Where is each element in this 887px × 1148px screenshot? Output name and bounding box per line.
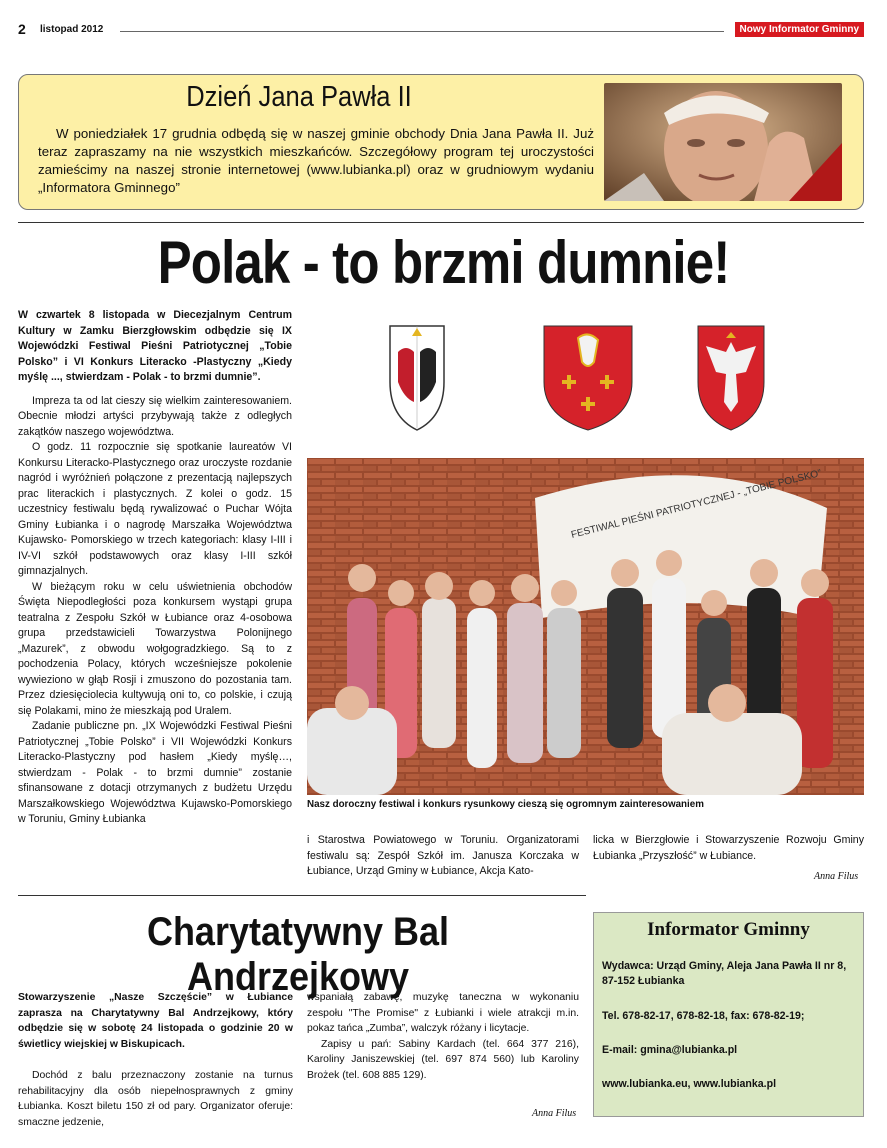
info-title: Informator Gminny — [647, 919, 810, 940]
article-author: Anna Filus — [814, 871, 859, 882]
info-website[interactable]: www.lubianka.eu, www.lubianka.pl — [602, 1078, 777, 1090]
bal-paragraph: wspaniałą zabawę, muzykę taneczna w wykonaniu zespołu "The Promise" z Łubianki i wiele atrakcji m.in. pokaz tańca „Zumba”, walczyk różany i licytacje. — [307, 992, 579, 1034]
article-paragraph: O godz. 11 rozpocznie się spotkanie laureatów VI Konkursu Literacko-Plastycznego oraz uroczyste rozdanie nagród i wyróżnień połączone z prezentacją najlepszych prac literackich i plastycznych. Z kolei o godz. 15 uczestnicy festiwalu będą rywalizować o Puchar Wójta Gminy Łubianka i o nagrodę Marszałka Województwa Kujawsko- Pomorskiego w trzech kategoriach: klasy I-III i IV-VI szkół podstawowych oraz klasy I-III szkół gimnazjalnych. — [18, 441, 292, 577]
divider — [18, 222, 864, 223]
article-column-3 — [593, 833, 864, 864]
banner-text: FESTIWAL PIEŚNI PATRIOTYCZNEJ - „TOBIE POLSKO” — [570, 467, 823, 541]
divider — [18, 895, 586, 896]
powiat-crest-icon — [542, 322, 634, 432]
bal-column-1 — [18, 990, 293, 1130]
article-paragraph: licka w Bierzgłowie i Stowarzyszenie Rozwoju Gminy Łubianka „Przyszłość” w Łubiance. — [593, 834, 864, 862]
article-lead: W czwartek 8 listopada w Diecezjalnym Centrum Kultury w Zamku Bierzgłowskim odbędzie się IX Wojewódzki Festiwal Pieśni Patriotycznej „Tobie Polsko” i VI Konkurs Literacko -Plastyczny „Kiedy myślę ..., stwierdzam - Polak - to brzmi dumnie”. — [18, 309, 292, 383]
announcement-title: Dzień Jana Pawła II — [186, 81, 412, 113]
page-number: 2 — [18, 21, 26, 37]
article-paragraph: W bieżącym roku w celu uświetnienia obchodów Święta Niepodległości poza konkursem wystąpi grupa teatralna z Zespołu Szkół w Łubiance oraz 4-osobowa grupa przedstawicieli Towarzystwa Polonijnego „Mazurek”, z obwodu wołgogradzkiego. Są to z pochodzenia Polacy, których wcześniejsze pokolenie wywieziono w głąb Rosji i zmuszono do pozostania tam. Przez dziesięciolecia kultywują oni to, co polskie, i czują się Polakami, mino że mieszkają pod Uralem. — [18, 580, 292, 717]
bal-lead: Stowarzyszenie „Nasze Szczęście” w Łubiance zaprasza na Charytatywny Bal Andrzejkowy, który odbędzie się w sobotę 24 listopada o godzinie 20 w świetlicy wiejskiej w Biskupicach. — [18, 992, 293, 1050]
article-paragraph: i Starostwa Powiatowego w Toruniu. Organizatorami festiwalu są: Zespół Szkół im. Janusza Korczaka w Łubiance, Urząd Gminy w Łubiance, Akcja Kato- — [307, 834, 579, 877]
info-publisher: Wydawca: Urząd Gminy, Aleja Jana Pawła II nr 8, 87-152 Łubianka — [602, 960, 847, 987]
bal-title: Charytatywny Bal Andrzejkowy — [146, 910, 450, 999]
page-header — [18, 20, 864, 40]
bal-paragraph: Dochód z balu przeznaczony zostanie na turnus rehabilitacyjny dla osób niepełnosprawnych z gminy Łubianka. Koszt biletu 150 zł od pary. Organizator oferuje: smaczne jedzenie, — [18, 1070, 293, 1128]
article-column-2 — [307, 833, 579, 880]
photo-caption: Nasz doroczny festiwal i konkurs rysunkowy cieszą się ogromnym zainteresowaniem — [307, 799, 704, 810]
kujawsko-pomorskie-crest-icon — [388, 322, 446, 432]
article-headline: Polak - to brzmi dumnie! — [157, 229, 730, 296]
announcement-text: W poniedziałek 17 grudnia odbędą się w naszej gminie obchody Dnia Jana Pawła II. Już teraz zapraszamy na nie wszystkich mieszkańców. Szczegółowy program tej uroczystości zamieścimy na naszej stronie internetowej (www.lubianka.pl) oraz w grudniowym wydaniu „Informatora Gminnego” — [38, 126, 594, 195]
info-box — [593, 912, 864, 1117]
lubianka-crest-icon — [696, 322, 766, 432]
article-paragraph: Zadanie publiczne pn. „IX Wojewódzki Festiwal Pieśni Patriotycznej „Tobie Polsko” i VII Wojewódzki Konkurs Literacko-Plastyczny pod hasłem „Kiedy myślę…, stwierdzam - Polak - to brzmi dumnie” zostanie sfinansowane z dotacji otrzymanych z budżetu Urzędu Marszałkowskiego Województwa Kujawsko-Pomorskiego w Toruniu, Gminy Łubianka — [18, 720, 292, 825]
announcement-box — [18, 74, 864, 210]
brand-label: Nowy Informator Gminny — [735, 22, 864, 37]
pope-portrait-image — [604, 83, 842, 201]
bal-column-2 — [307, 990, 579, 1083]
bal-author: Anna Filus — [532, 1108, 577, 1119]
info-phones: Tel. 678-82-17, 678-82-18, fax: 678-82-19; — [602, 1010, 805, 1022]
issue-date: listopad 2012 — [40, 24, 104, 35]
festival-photo — [307, 458, 864, 795]
article-column-1 — [18, 308, 292, 828]
header-rule — [120, 31, 724, 32]
info-email[interactable]: E-mail: gmina@lubianka.pl — [602, 1044, 738, 1056]
article-paragraph: Impreza ta od lat cieszy się wielkim zainteresowaniem. Obecnie młodzi artyści przybywają także z odległych zakątków naszego województwa. — [18, 394, 292, 438]
bal-paragraph: Zapisy u pań: Sabiny Kardach (tel. 664 377 216), Karoliny Janiszewskiej (tel. 697 874 560) lub Karoliny Brożek (tel. 608 885 129). — [307, 1038, 579, 1081]
